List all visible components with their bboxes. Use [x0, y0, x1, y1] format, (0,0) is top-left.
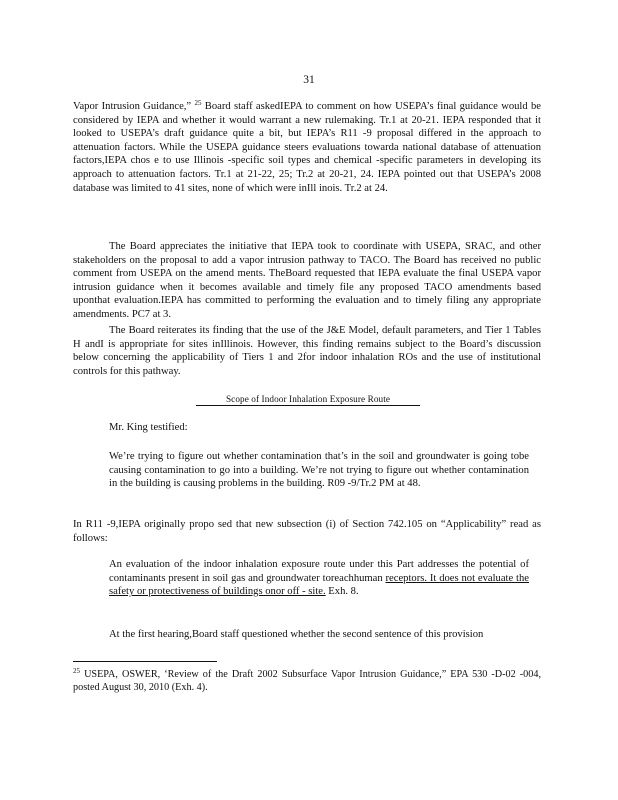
rule-text: An evaluation of the indoor inhalation exposure route under this Part addresses the potential of contaminants present in soil gas and groundwater toreachhuman: [109, 559, 529, 584]
paragraph-1: [73, 100, 541, 195]
paragraph-5: In R11 -9,IEPA originally propo sed that new subsection (i) of Section 742.105 on “Applicability” read as follows:: [73, 519, 541, 544]
block-quote-rule: [109, 558, 529, 599]
footnote: [73, 668, 541, 695]
paragraph-3: The Board reiterates its finding that the use of the J&E Model, default parameters, and Tier 1 Tables H andI is appropriate for sites inIllinois. However, this finding remains subject to the Board’s discussion below concerning the applicability of Tiers 1 and 2for indoor inhalation ROs and the use of institutional controls for this pathway.: [73, 325, 541, 377]
testimony-intro: Mr. King testified:: [109, 422, 188, 433]
footnote-text: USEPA, OSWER, ‘Review of the Draft 2002 Subsurface Vapor Intrusion Guidance,” EPA 530 -D-02 -004, posted August 30, 2010 (Exh. 4).: [73, 669, 542, 694]
section-heading: Scope of Indoor Inhalation Exposure Route: [196, 394, 420, 406]
rule-text-underlined: receptors. It does not evaluate the safety or protectiveness of buildings onor off - site.: [109, 572, 529, 598]
footnote-divider: [73, 661, 217, 662]
paragraph-2: The Board appreciates the initiative that IEPA took to coordinate with USEPA, SRAC, and other stakeholders on the proposal to add a vapor intrusion pathway to TACO. The Board has received no public comment from USEPA on the amend ments. TheBoard requested that IEPA evaluate the final USEPA vapor intrusion guidance when it becomes available and timely file any proposed TACO amendments based uponthat evaluation.IEPA has committed to performing the evaluation and to timely filing any appropriate amendments. PC7 at 3.: [73, 241, 541, 320]
paragraph-6: At the first hearing,Board staff questioned whether the second sentence of this provision: [109, 629, 484, 640]
footnote-ref: 25: [194, 99, 202, 107]
paragraph-1-body: Board staff askedIEPA to comment on how USEPA’s final guidance would be considered by IEPA and whether it would warrant a new rulemaking. Tr.1 at 20-21. IEPA responded that it looked to USEPA’s draft guidance quite a bit, but IEPA’s R11 -9 proposal differed in the approach to attenuation factors. While the USEPA guidance steers evaluations towarda national database of attenuation factors,IEPA chos e to use Illinois -specific soil types and chemical -specific parameters in developing its approach to attenuation factors. Tr.1 at 21-22, 25; Tr.2 at 20-21, 24. IEPA pointed out that USEPA’s 2008 database was limited to 41 sites, none of which were inIll inois. Tr.2 at 24.: [73, 101, 541, 194]
footnote-number: 25: [73, 667, 80, 675]
block-quote-testimony: We’re trying to figure out whether contamination that’s in the soil and groundwater is going tobe causing contamination to go into a building. We’re not trying to figure out whether contamination in the building is causing problems in the building. R09 -9/Tr.2 PM at 48.: [109, 451, 529, 490]
rule-citation: Exh. 8.: [328, 586, 359, 598]
page-number: 31: [303, 74, 315, 86]
paragraph-1-lead: Vapor Intrusion Guidance,”: [73, 101, 192, 112]
